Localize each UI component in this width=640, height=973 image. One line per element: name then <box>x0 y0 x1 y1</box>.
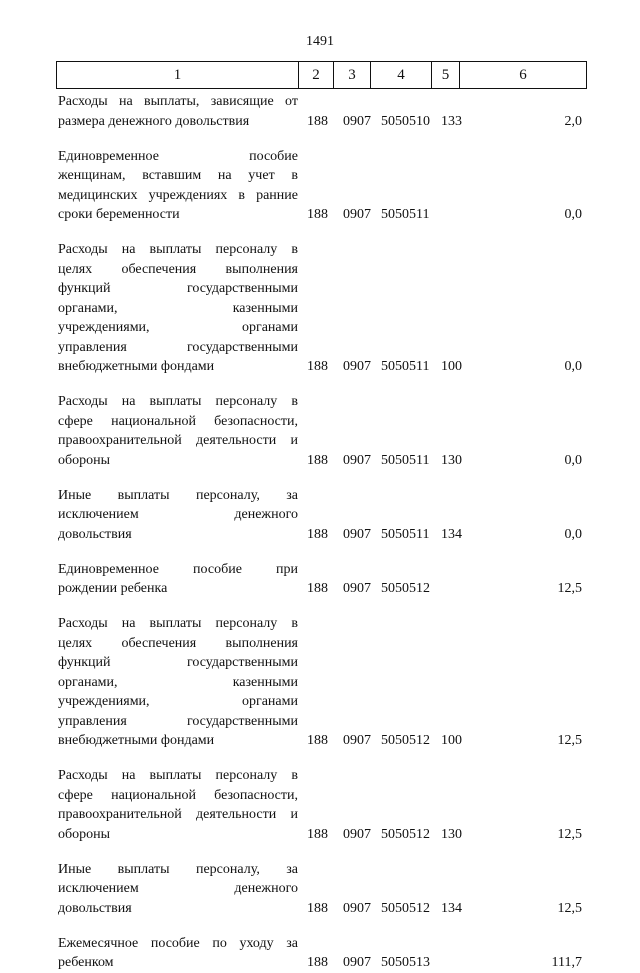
description-line: управления государственными <box>58 713 298 729</box>
description-line: довольствия <box>58 526 132 542</box>
description-line: Иные выплаты персоналу, за <box>58 487 298 503</box>
description-line: размера денежного довольствия <box>58 113 250 129</box>
description-line: Иные выплаты персоналу, за <box>58 861 298 877</box>
description-line: Единовременное пособие <box>58 148 298 164</box>
amount-value: 12,5 <box>557 733 582 748</box>
description-line: сроки беременности <box>58 207 180 222</box>
amount-value: 0,0 <box>564 526 582 542</box>
description-line: ребенком <box>58 955 114 970</box>
table-row <box>0 766 640 844</box>
target-article-code: 5050512 <box>381 733 430 748</box>
description-line: довольствия <box>58 900 132 916</box>
description-line: правоохранительной деятельности и <box>58 807 298 822</box>
table-row <box>0 486 640 545</box>
budget-code: 188 <box>307 955 328 970</box>
section-code: 0907 <box>343 359 371 374</box>
description-line: исключением денежного <box>58 881 298 896</box>
expense-type-code: 133 <box>441 113 462 129</box>
target-article-code: 5050511 <box>381 207 430 222</box>
row-description <box>58 614 298 751</box>
expense-type-code: 130 <box>441 452 462 468</box>
header-col-3: 3 <box>334 62 371 89</box>
description-line: медицинских учреждениях в ранние <box>58 187 298 203</box>
expense-type-code: 100 <box>441 733 462 748</box>
description-line: Единовременное пособие при <box>58 561 298 577</box>
row-description <box>58 486 298 545</box>
description-line: обороны <box>58 452 111 468</box>
amount-value: 12,5 <box>557 581 582 596</box>
section-code: 0907 <box>343 826 371 842</box>
table-row <box>0 392 640 470</box>
budget-code: 188 <box>307 359 328 374</box>
header-col-6: 6 <box>460 62 587 89</box>
row-description <box>58 147 298 225</box>
table-row <box>0 934 640 973</box>
description-line: функций государственными <box>58 281 298 296</box>
description-line: сфере национальной безопасности, <box>58 413 298 429</box>
budget-code: 188 <box>307 113 328 129</box>
target-article-code: 5050511 <box>381 359 430 374</box>
amount-value: 0,0 <box>564 452 582 468</box>
description-line: Расходы на выплаты персоналу в <box>58 768 298 783</box>
description-line: органами, казенными <box>58 300 298 316</box>
section-code: 0907 <box>343 733 371 748</box>
description-line: учреждениями, органами <box>58 694 298 709</box>
table-row <box>0 614 640 751</box>
column-header-row <box>57 62 587 89</box>
description-line: правоохранительной деятельности и <box>58 433 298 448</box>
description-line: рождении ребенка <box>58 581 168 596</box>
description-line: Расходы на выплаты персоналу в <box>58 242 298 257</box>
row-description <box>58 766 298 844</box>
table-row <box>0 240 640 377</box>
description-line: внебюджетными фондами <box>58 359 215 374</box>
row-description <box>58 92 298 131</box>
section-code: 0907 <box>343 452 371 468</box>
row-description <box>58 860 298 919</box>
amount-value: 111,7 <box>551 955 582 970</box>
budget-code: 188 <box>307 826 328 842</box>
description-line: внебюджетными фондами <box>58 733 215 748</box>
budget-code: 188 <box>307 207 328 222</box>
description-line: обороны <box>58 826 111 842</box>
description-line: функций государственными <box>58 655 298 670</box>
expense-type-code: 134 <box>441 900 462 916</box>
row-description <box>58 392 298 470</box>
page-number: 1491 <box>306 34 334 49</box>
row-description <box>58 240 298 377</box>
section-code: 0907 <box>343 900 371 916</box>
description-line: Ежемесячное пособие по уходу за <box>58 935 298 951</box>
description-line: женщинам, вставшим на учет в <box>58 168 298 183</box>
section-code: 0907 <box>343 207 371 222</box>
description-line: целях обеспечения выполнения <box>58 261 298 277</box>
target-article-code: 5050511 <box>381 452 430 468</box>
expense-type-code: 100 <box>441 359 462 374</box>
target-article-code: 5050511 <box>381 526 430 542</box>
description-line: органами, казенными <box>58 674 298 690</box>
amount-value: 0,0 <box>564 207 582 222</box>
section-code: 0907 <box>343 526 371 542</box>
header-col-5: 5 <box>432 62 460 89</box>
description-line: Расходы на выплаты персоналу в <box>58 394 298 409</box>
amount-value: 12,5 <box>557 826 582 842</box>
description-line: управления государственными <box>58 339 298 355</box>
budget-code: 188 <box>307 452 328 468</box>
target-article-code: 5050512 <box>381 581 430 596</box>
budget-code: 188 <box>307 733 328 748</box>
budget-code: 188 <box>307 526 328 542</box>
target-article-code: 5050513 <box>381 955 430 970</box>
amount-value: 12,5 <box>557 900 582 916</box>
description-line: Расходы на выплаты, зависящие от <box>58 94 298 109</box>
table-row <box>0 92 640 131</box>
target-article-code: 5050510 <box>381 113 430 129</box>
header-col-4: 4 <box>371 62 432 89</box>
budget-code: 188 <box>307 581 328 596</box>
section-code: 0907 <box>343 581 371 596</box>
description-line: исключением денежного <box>58 507 298 522</box>
table-row <box>0 860 640 919</box>
header-col-2: 2 <box>299 62 334 89</box>
amount-value: 2,0 <box>564 113 582 129</box>
row-description <box>58 934 298 973</box>
description-line: учреждениями, органами <box>58 320 298 335</box>
amount-value: 0,0 <box>564 359 582 374</box>
row-description <box>58 560 298 599</box>
section-code: 0907 <box>343 113 371 129</box>
column-header-table <box>56 61 587 89</box>
header-col-1: 1 <box>57 62 299 89</box>
expense-type-code: 134 <box>441 526 462 542</box>
budget-code: 188 <box>307 900 328 916</box>
description-line: целях обеспечения выполнения <box>58 635 298 651</box>
table-row <box>0 560 640 599</box>
target-article-code: 5050512 <box>381 900 430 916</box>
description-line: Расходы на выплаты персоналу в <box>58 616 298 631</box>
expense-type-code: 130 <box>441 826 462 842</box>
target-article-code: 5050512 <box>381 826 430 842</box>
table-row <box>0 147 640 225</box>
section-code: 0907 <box>343 955 371 970</box>
description-line: сфере национальной безопасности, <box>58 787 298 803</box>
